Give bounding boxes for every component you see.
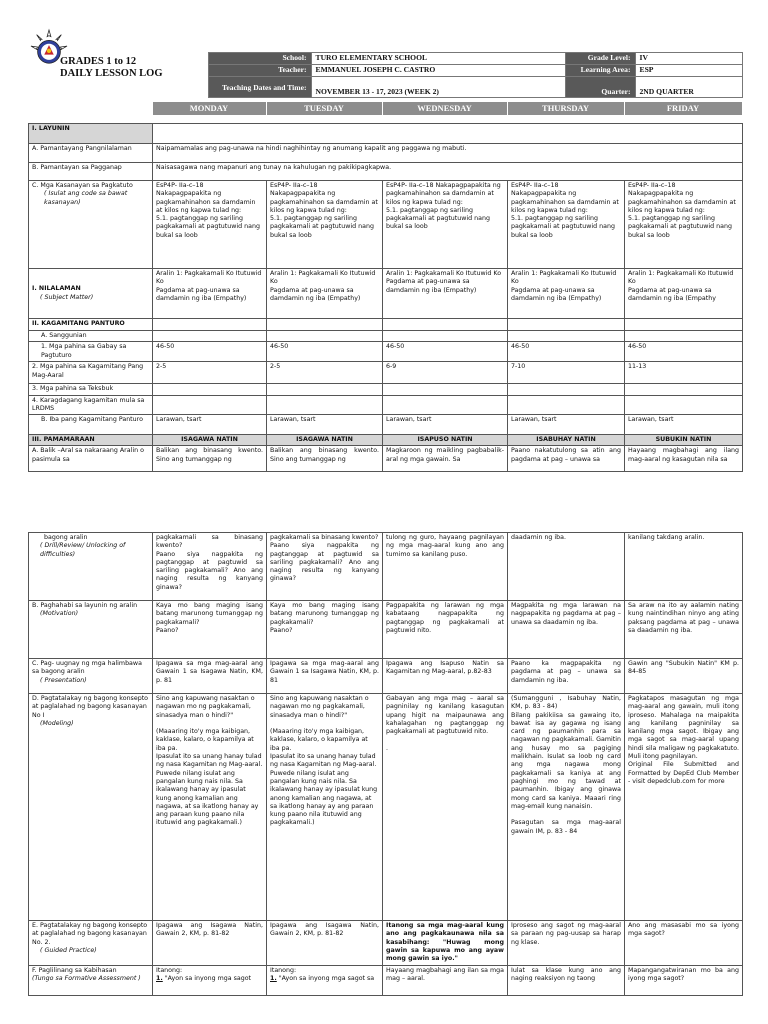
r1-monday: pagkakamali sa binasang kwento? Paano siya nagpakita ng pagtanggap at pagtuwid sa sariling pagkakamali? Ano ang naging resulta ng kanyang ginawa? — [153, 533, 267, 601]
r1-thursday: daadamin ng iba. — [508, 533, 625, 601]
r6-monday-q: "Ayon sa inyong mga sagot — [162, 975, 252, 983]
area-label: Learning Area: — [565, 65, 635, 77]
gabay-friday: 46-50 — [625, 342, 743, 362]
lrdms-label: 4. Karagdagang kagamitan mula sa LRDMS — [29, 395, 153, 415]
iba-friday: Larawan, tsart — [625, 415, 743, 435]
page-2 — [0, 500, 768, 1024]
kasanayan-thursday: EsP4P- IIa-c–18 Nakapagpapakita ng pagkamahinahon sa damdamin at kilos ng kapwa tulad ng: 5.1. pagtanggap ng sariling pagkakamali at pagtutuwid nang bukal sa loob — [508, 181, 625, 269]
r6-tuesday-top: Itanong: — [270, 967, 297, 974]
sanggunian-label: A. Sanggunian — [29, 331, 153, 342]
r1-tuesday: pagkakamali sa binasang kwento? Paano siya nagpakita ng pagtanggap at pagtuwid sa sariling pagkakamali? Ano ang naging resulta ng kanyang ginawa? — [267, 533, 383, 601]
r6-tuesday-num: 1. — [270, 975, 277, 983]
r3-friday: Gawin ang "Subukin Natin" KM p. 84-85 — [625, 659, 743, 694]
balik-thursday: Paano nakatutulong sa atin ang pagdama at pag – unawa sa — [508, 446, 625, 472]
r4-monday: Sino ang kapuwang nasaktan o nagawan mo ng pagkakamali, sinasadya man o hindi?" (Maaaring ito'y mga kaibigan, kaklase, kalaro, o kapamilya at iba pa. Ipasulat ito sa unang hanay tulad ng nasa Kagamitan ng Mag-aaral. Puwede nilang isulat ang pangalan kung nais nila. Sa ikalawang hanay ay ipasulat kung anong kamalian ang nagawa, at sa ikatlong hanay ay ang paraan kung paano nila itutuwid ang pagkakamali.) — [153, 694, 267, 921]
kag-monday: 2-5 — [153, 362, 267, 384]
iba-tuesday: Larawan, tsart — [267, 415, 383, 435]
r6-friday: Mapangangatwiranan mo ba ang iyong mga sagot? — [625, 966, 743, 996]
pam-wednesday: ISAPUSO NATIN — [383, 435, 508, 446]
pam-friday: SUBUKIN NATIN — [625, 435, 743, 446]
gabay-tuesday: 46-50 — [267, 342, 383, 362]
day-wednesday: WEDNESDAY — [382, 102, 507, 116]
quarter-value: 2ND QUARTER — [635, 77, 742, 98]
nilalaman-wednesday: Aralin 1: Pagkakamali Ko Itutuwid Ko Pagdama at pag-unawa sa damdamin ng iba (Empathy) — [383, 269, 508, 319]
teksbuk-label: 3. Mga pahina sa Teksbuk — [29, 384, 153, 395]
r4-wednesday: Gabayan ang mga mag – aaral sa pagninilay ng kanilang kasagutan upang higit na maipaunawa ang kahalagahan ng pagtanggap ng pagkakamali at pagtutuwid nito. . — [383, 694, 508, 921]
r6-label: F. Paglilinang sa Kabihasan — [32, 967, 117, 974]
quarter-label: Quarter: — [565, 77, 635, 98]
lesson-table-page-2 — [28, 532, 743, 996]
grade-value: IV — [635, 53, 742, 65]
kasanayan-friday: EsP4P- IIa-c–18 Nakapagpapakita ng pagkamahinahon sa damdamin at kilos ng kapwa tulad ng: 5.1. pagtanggap ng sariling pagkakamali at pagtutuwid nang bukal sa loob — [625, 181, 743, 269]
r5-tuesday: Ipagawa ang Isagawa Natin, Gawain 2, KM, p. 81-82 — [267, 921, 383, 966]
kagamitan-label: II. KAGAMITANG PANTURO — [29, 319, 153, 331]
nilalaman-thursday: Aralin 1: Pagkakamali Ko Itutuwid Ko Pagdama at pag-unawa sa damdamin ng iba (Empathy) — [508, 269, 625, 319]
iba-thursday: Larawan, tsart — [508, 415, 625, 435]
day-thursday: THURSDAY — [507, 102, 624, 116]
kasanayan-monday: EsP4P- IIa-c–18 Nakapagpapakita ng pagkamahinahon sa damdamin at kilos ng kapwa tulad ng: 5.1. pagtanggap ng sariling pagkakamali at pagtutuwid nang bukal sa loob — [153, 181, 267, 269]
r5-sub: ( Guided Practice) — [40, 946, 97, 954]
school-value: TURO ELEMENTARY SCHOOL — [311, 53, 565, 65]
r1-sub: ( Drill/Review/ Unlocking of difficulties) — [40, 542, 126, 558]
r2-monday: Kaya mo bang maging isang batang marunong tumanggap ng pagkakamali? Paano? — [153, 601, 267, 659]
r3-label: C. Pag- uugnay ng mga halimbawa sa bagong aralin — [32, 660, 142, 676]
teacher-value: EMMANUEL JOSEPH C. CASTRO — [311, 65, 565, 77]
r5-label: E. Pagtatalakay ng bagong konsepto at paglalahad ng bagong kasanayan No. 2. — [32, 922, 148, 946]
balik-friday: Hayaang magbahagi ang ilang mag-aaral ng kasagutan nila sa — [625, 446, 743, 472]
kasanayan-label: C. Mga Kasanayan sa Pagkatuto — [32, 182, 133, 189]
r1-label: bagong aralin — [44, 534, 88, 541]
r6-tuesday-q: "Ayon sa inyong mga sagot sa — [276, 975, 375, 983]
r5-friday: Ano ang masasabi mo sa iyong mga sagot? — [625, 921, 743, 966]
day-monday: MONDAY — [152, 102, 266, 116]
gabay-thursday: 46-50 — [508, 342, 625, 362]
header-info-table — [28, 52, 743, 98]
pagganap-label: B. Pamantayan sa Pagganap — [29, 163, 153, 181]
r2-sub: (Motivation) — [40, 610, 79, 618]
pamamaraan-label: III. PAMAMARAAN — [29, 435, 153, 446]
balik-monday: Balikan ang binasang kwento. Sino ang tumanggap ng — [153, 446, 267, 472]
r4-sub: (Modeling) — [40, 719, 74, 727]
r2-label: B. Paghahabi sa layunin ng aralin — [32, 602, 138, 609]
r6-monday-top: Itanong: — [156, 967, 183, 974]
page-1 — [0, 0, 768, 500]
iba-monday: Larawan, tsart — [153, 415, 267, 435]
school-label: School: — [208, 53, 311, 65]
pagganap-text: Naisasagawa nang mapanuri ang tunay na kahulugan ng pakikipagkapwa. — [153, 163, 743, 181]
iba-wednesday: Larawan, tsart — [383, 415, 508, 435]
gabay-monday: 46-50 — [153, 342, 267, 362]
title-dll: DAILY LESSON LOG — [60, 68, 163, 79]
kag-thursday: 7-10 — [508, 362, 625, 384]
pam-thursday: ISABUHAY NATIN — [508, 435, 625, 446]
r2-tuesday: Kaya mo bang maging isang batang marunong tumanggap ng pagkakamali? Paano? — [267, 601, 383, 659]
nilalaman-friday: Aralin 1: Pagkakamali Ko Itutuwid Ko Pagdama at pag-unawa sa damdamin ng iba (Empathy — [625, 269, 743, 319]
r2-thursday: Magpakita ng mga larawan na nagpapakita ng pagdama at pag – unawa sa daadamin ng iba. — [508, 601, 625, 659]
gabay-label: 1. Mga pahina sa Gabay sa Pagtuturo — [29, 342, 153, 362]
r6-sub: (Tungo sa Formative Assessment ) — [32, 975, 141, 983]
r4-tuesday: Sino ang kapuwang nasaktan o nagawan mo ng pagkakamali, sinasadya man o hindi?" (Maaaring ito'y mga kaibigan, kaklase, kalaro, o kapamilya at iba pa. Ipasulat ito sa unang hanay tulad ng nasa Kagamitan ng Mag-aaral. Puwede nilang isulat ang pangalan kung nais nila. Sa ikalawang hanay ay ipasulat kung anong kamalian ang nagawa, at sa ikatlong hanay ay ang paraan kung paano nila itutuwid ang pagkakamali.) — [267, 694, 383, 921]
nilalaman-label: I. NILALAMAN — [32, 285, 81, 293]
r3-wednesday: Ipagawa ang Isapuso Natin sa Kagamitan ng Mag-aaral, p.82-83 — [383, 659, 508, 694]
r5-monday: Ipagawa ang Isagawa Natin, Gawain 2, KM, p. 81-82 — [153, 921, 267, 966]
kasanayan-wednesday: EsP4P- IIa-c–18 Nakapagpapakita ng pagkamahinahon sa damdamin at kilos ng kapwa tulad ng: 5.1. pagtanggap ng sariling pagkakamali at pagtutuwid nang bukal sa loob — [383, 181, 508, 269]
day-headers — [28, 101, 743, 116]
kag-label: 2. Mga pahina sa Kagamitang Pang Mag-Aaral — [29, 362, 153, 384]
r4-friday: Pagkatapos masagutan ng mga mag-aaral ang gawain, muli itong iproseso. Mahalaga na maipakita ang kanilang pagninilay sa kanilang mga sagot. Ibigay ang mga sagot sa mag-aaral upang hindi sila maligaw ng pagkakatuto. Muli itong pagnilayan. Original File Submitted and Formatted by DepEd Club Member - visit depedclub.com for more — [625, 694, 743, 921]
r6-wednesday: Hayaang magbahagi ang ilan sa mga mag – aaral. — [383, 966, 508, 996]
r5-wednesday: Itanong sa mga mag-aaral kung ano ang pagkakaunawa nila sa kasabihang: "Huwag mong gawin sa kapuwa mo ang ayaw mong gawin sa iyo." — [383, 921, 508, 966]
title-grades: GRADES 1 to 12 — [60, 56, 137, 67]
pam-tuesday: ISAGAWA NATIN — [267, 435, 383, 446]
kasanayan-sub: ( Isulat ang code sa bawat kasanayan) — [44, 190, 128, 206]
r2-friday: Sa araw na ito ay aalamin nating kung naintindihan ninyo ang ating paksang pagdama at pag – unawa sa daadamin ng iba. — [625, 601, 743, 659]
kasanayan-tuesday: EsP4P- IIa-c–18 Nakapagpapakita ng pagkamahinahon sa damdamin at kilos ng kapwa tulad ng: 5.1. pagtanggap ng sariling pagkakamali at pagtutuwid nang bukal sa loob — [267, 181, 383, 269]
r3-sub: ( Presentation) — [40, 676, 87, 684]
pamantayan-text: Naipamamalas ang pag-unawa na hindi naghihintay ng anumang kapalit ang paggawa ng mabuti. — [153, 144, 743, 163]
r3-monday: Ipagawa sa mga mag-aaral ang Gawain 1 sa Isagawa Natin, KM, p. 81 — [153, 659, 267, 694]
day-tuesday: TUESDAY — [266, 102, 382, 116]
balik-label: A. Balik –Aral sa nakaraang Aralin o pasimula sa — [29, 446, 153, 472]
r5-thursday: Iproseso ang sagot ng mag-aaral sa paraan ng pag-uusap sa harap ng klase. — [508, 921, 625, 966]
dates-label: Teaching Dates and Time: — [208, 77, 311, 98]
layunin-label: I. LAYUNIN — [29, 124, 153, 144]
dates-value: NOVEMBER 13 - 17, 2023 (WEEK 2) — [311, 77, 565, 98]
r4-thursday: (Sumangguni , Isabuhay Natin, KM, p. 83 - 84) Bilang pakikiisa sa gawaing ito, bawat isa ay gagawa ng isang card ng paumanhin para sa nagawan ng pagkakamali. Gamitin ang husay mo sa pagiging malikhain. Isulat sa loob ng card ang mga nagawa mong pagkakamali sa kaniya at ang paghingi mo ng tawad at paumanhin. Ibigay ang ginawa mong card sa kaniya. Maaari ring mag-email kung nanaisin. Pasagutan sa mga mag-aaral gawain IM, p. 83 - 84 — [508, 694, 625, 921]
balik-wednesday: Magkaroon ng maikling pagbabalik-aral ng mga gawain. Sa — [383, 446, 508, 472]
kag-friday: 11-13 — [625, 362, 743, 384]
pamantayan-label: A. Pamantayang Pangnilalaman — [29, 144, 153, 163]
r6-thursday: Iulat sa klase kung ano ang naging reaksiyon ng taong — [508, 966, 625, 996]
r4-label: D. Pagtatalakay ng bagong konsepto at paglalahad ng bagong kasanayan No I — [32, 695, 149, 719]
day-friday: FRIDAY — [624, 102, 742, 116]
kag-wednesday: 6-9 — [383, 362, 508, 384]
pam-monday: ISAGAWA NATIN — [153, 435, 267, 446]
nilalaman-sub: ( Subject Matter) — [40, 293, 94, 301]
nilalaman-tuesday: Aralin 1: Pagkakamali Ko Itutuwid Ko Pagdama at pag-unawa sa damdamin ng iba (Empathy) — [267, 269, 383, 319]
balik-tuesday: Balikan ang binasang kwento. Sino ang tumanggap ng — [267, 446, 383, 472]
r3-tuesday: Ipagawa sa mga mag-aaral ang Gawain 1 sa Isagawa Natin, KM, p. 81 — [267, 659, 383, 694]
r3-thursday: Paano ka magpapakita ng pagdama at pag – unawa sa damdamin ng iba. — [508, 659, 625, 694]
grade-label: Grade Level: — [565, 53, 635, 65]
area-value: ESP — [635, 65, 742, 77]
kag-tuesday: 2-5 — [267, 362, 383, 384]
lesson-table-page-1 — [28, 123, 743, 472]
r6-monday-num: 1. — [156, 975, 163, 983]
teacher-label: Teacher: — [208, 65, 311, 77]
r1-wednesday: tulong ng guro, hayaang pagnilayan ng mga mag-aaral kung ano ang tumimo sa kanilang puso. — [383, 533, 508, 601]
r2-wednesday: Pagpapakita ng larawan ng mga kabataang nagpapakita ng pagtanggap ng pagkakamali at pagtuwid nito. — [383, 601, 508, 659]
r1-friday: kanilang takdang aralin. — [625, 533, 743, 601]
gabay-wednesday: 46-50 — [383, 342, 508, 362]
nilalaman-monday: Aralin 1: Pagkakamali Ko Itutuwid Ko Pagdama at pag-unawa sa damdamin ng iba (Empathy) — [153, 269, 267, 319]
iba-label: B. Iba pang Kagamitang Panturo — [29, 415, 153, 435]
